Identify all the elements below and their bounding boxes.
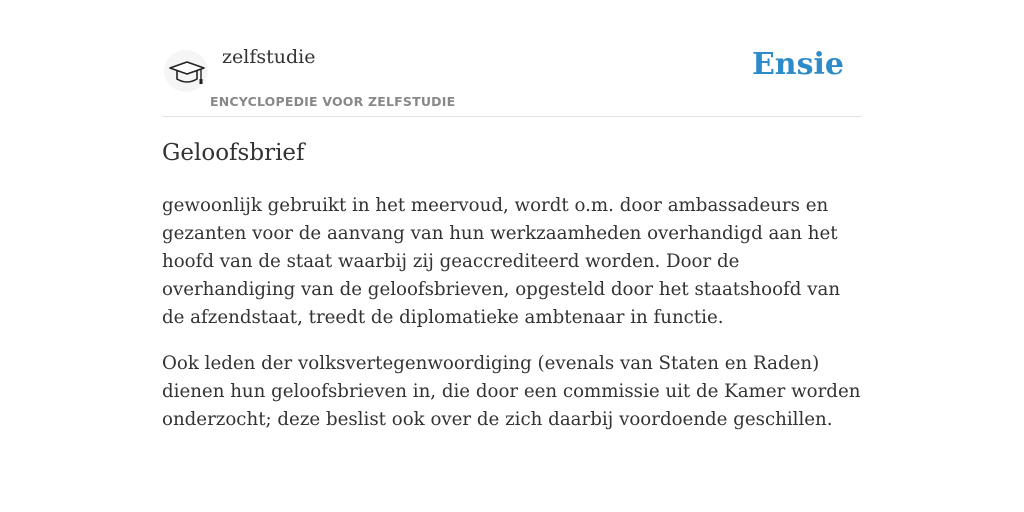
article-paragraph: gewoonlijk gebruikt in het meervoud, wordt o.m. door ambassadeurs en gezanten voor de aanvang van hun werkzaamheden overhandigd aan het hoofd van de staat waarbij zij geaccrediteerd worden. Door de overhandiging van de geloofsbrieven, opgesteld door het staatshoofd van de afzendstaat, treedt de diplomatieke ambtenaar in functie. bbox=[162, 195, 841, 328]
brand-logo[interactable]: Ensie bbox=[751, 47, 844, 82]
article-body bbox=[162, 192, 862, 452]
article-title: Geloofsbrief bbox=[162, 140, 305, 166]
site-header bbox=[162, 0, 862, 117]
article-paragraph: Ook leden der volksvertegenwoordiging (evenals van Staten en Raden) dienen hun geloofsbrieven in, die door een commissie uit de Kamer worden onderzocht; deze beslist ook over de zich daarbij voordoende geschillen. bbox=[162, 353, 861, 430]
site-name[interactable]: zelfstudie bbox=[222, 46, 316, 68]
site-tagline: ENCYCLOPEDIE VOOR ZELFSTUDIE bbox=[210, 94, 456, 109]
graduation-cap-icon[interactable] bbox=[164, 50, 208, 92]
